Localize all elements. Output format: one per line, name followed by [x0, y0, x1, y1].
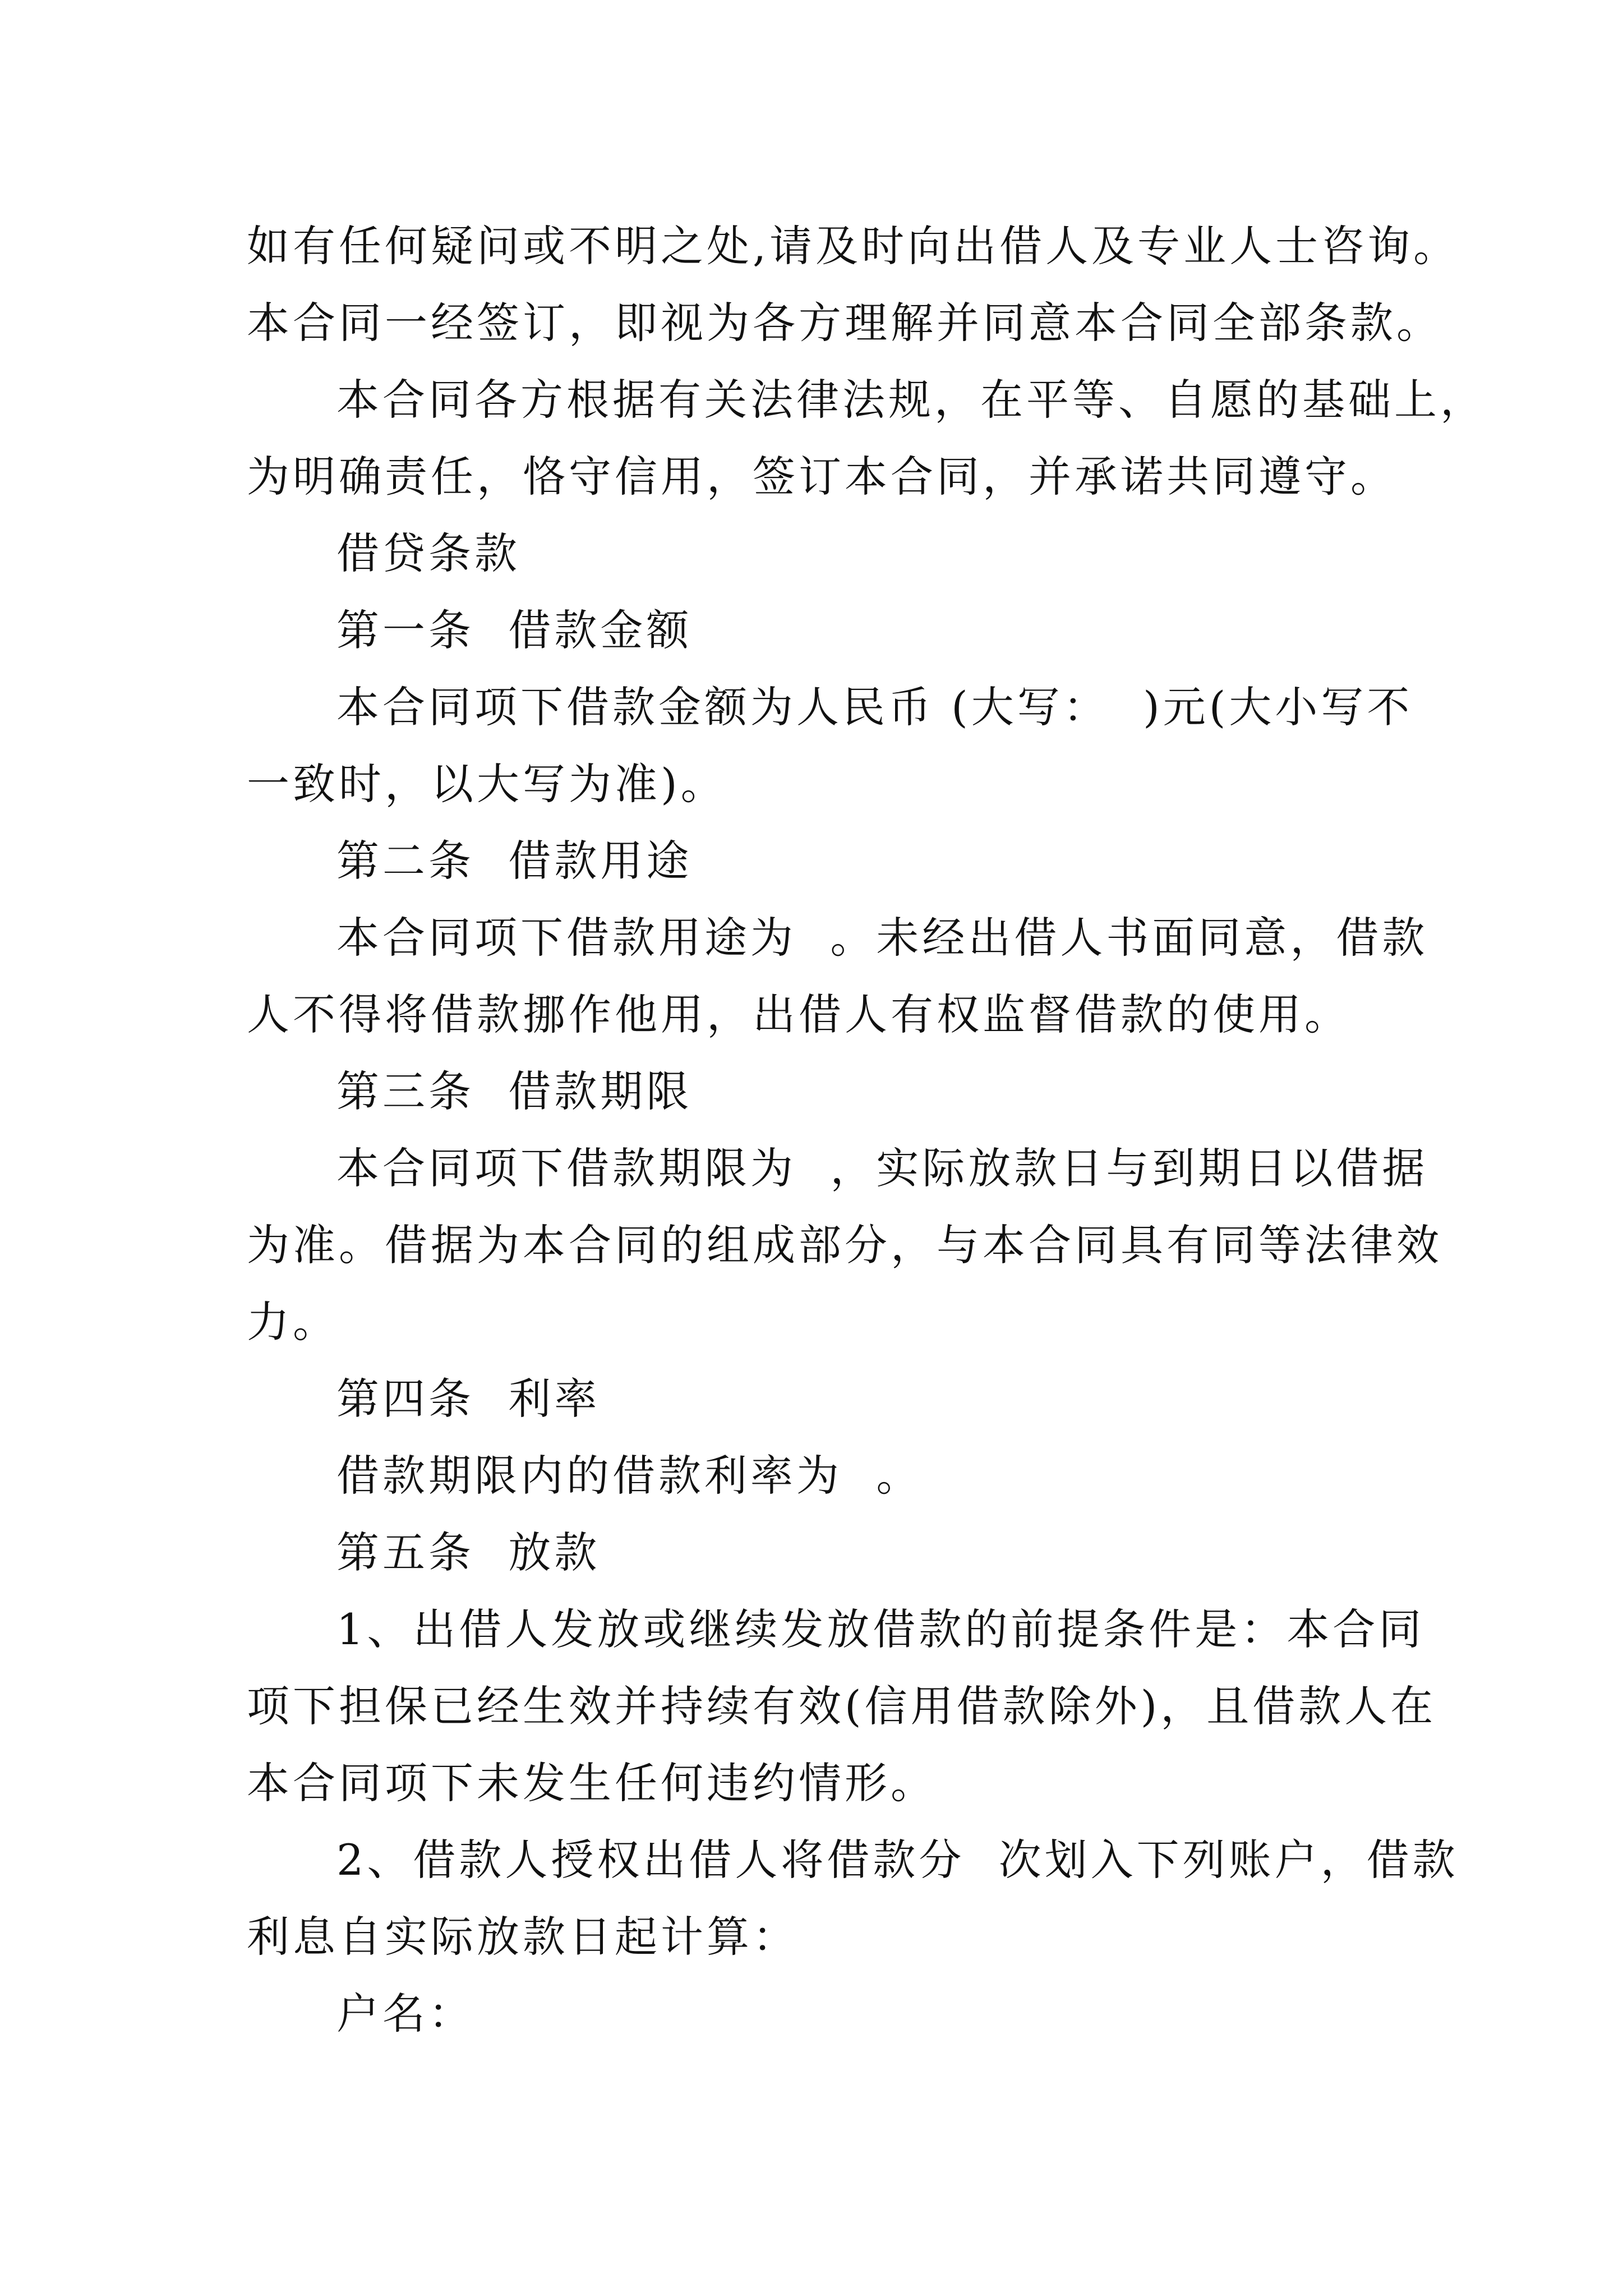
- text-line: 本合同项下未发生任何违约情形。: [247, 1758, 937, 1808]
- text-line: 为准。借据为本合同的组成部分，与本合同具有同等法律效: [247, 1220, 1442, 1270]
- text-line: 本合同项下借款用途为 。未经出借人书面同意，借款: [336, 913, 1428, 963]
- section-heading: 借贷条款: [336, 528, 520, 578]
- text-line: 项下担保已经生效并持续有效(信用借款除外)，且借款人在: [247, 1681, 1437, 1731]
- text-line: 人不得将借款挪作他用，出借人有权监督借款的使用。: [247, 990, 1350, 1039]
- text-line: 户名：: [336, 1989, 474, 2039]
- text-line: 1、出借人发放或继续发放借款的前提条件是：本合同: [336, 1604, 1425, 1654]
- text-line: 利息自实际放款日起计算：: [247, 1912, 799, 1962]
- article-heading: 第五条 放款: [336, 1527, 601, 1577]
- document-body: [247, 208, 1486, 2052]
- text-line: 本合同项下借款期限为 ，实际放款日与到期日以借据: [336, 1143, 1428, 1193]
- text-line: 2、借款人授权出借人将借款分 次划入下列账户，借款: [336, 1835, 1459, 1885]
- text-line: 力。: [247, 1297, 339, 1347]
- text-line: 本合同一经签订，即视为各方理解并同意本合同全部条款。: [247, 298, 1442, 348]
- text-line: 本合同项下借款金额为人民币 (大写： )元(大小写不: [336, 682, 1413, 732]
- article-heading: 第一条 借款金额: [336, 605, 693, 655]
- text-line: 一致时，以大写为准)。: [247, 759, 727, 809]
- article-heading: 第三条 借款期限: [336, 1066, 693, 1116]
- article-heading: 第二条 借款用途: [336, 836, 693, 886]
- article-heading: 第四条 利率: [336, 1374, 601, 1424]
- text-line: 如有任何疑问或不明之处,请及时向出借人及专业人士咨询。: [247, 221, 1460, 271]
- text-line: 为明确责任，恪守信用，签订本合同，并承诺共同遵守。: [247, 452, 1396, 501]
- text-line: 借款期限内的借款利率为 。: [336, 1451, 923, 1501]
- text-line: 本合同各方根据有关法律法规，在平等、自愿的基础上，: [336, 375, 1486, 425]
